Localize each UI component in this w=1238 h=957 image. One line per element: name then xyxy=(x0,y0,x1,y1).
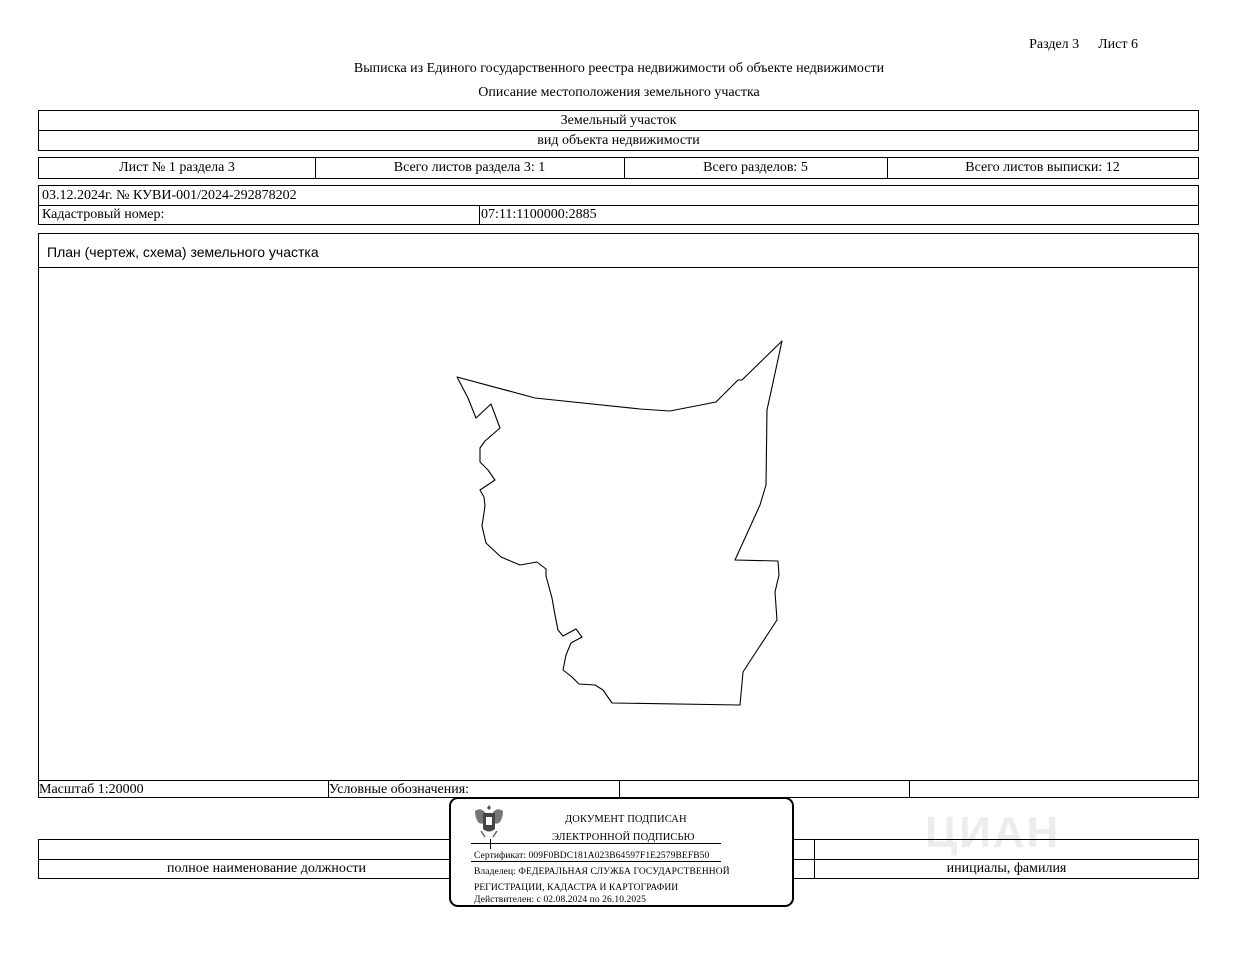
emblem-icon xyxy=(471,801,507,839)
document-subtitle: Описание местоположения земельного участка xyxy=(478,85,760,100)
scale-label: Масштаб 1:20000 xyxy=(39,782,144,797)
stamp-line1: ДОКУМЕНТ ПОДПИСАН xyxy=(565,814,687,825)
plan-title: План (чертеж, схема) земельного участка xyxy=(47,244,319,260)
stamp-line2: ЭЛЕКТРОННОЙ ПОДПИСЬЮ xyxy=(552,832,695,843)
cadastral-number: 07:11:1100000:2885 xyxy=(481,207,597,222)
legend-label: Условные обозначения: xyxy=(329,782,470,797)
land-plot-outline xyxy=(457,341,782,705)
name-caption: инициалы, фамилия xyxy=(946,861,1067,876)
document-title: Выписка из Единого государственного реестра недвижимости об объекте недвижимости xyxy=(353,61,885,76)
electronic-signature-stamp xyxy=(449,797,794,907)
stamp-owner-2: РЕГИСТРАЦИИ, КАДАСТРА И КАРТОГРАФИИ xyxy=(474,883,679,893)
stamp-rule xyxy=(471,861,721,862)
stamp-rule xyxy=(471,843,721,844)
total-extract-sheets: Всего листов выписки: 12 xyxy=(965,160,1120,175)
object-type: Земельный участок xyxy=(560,113,677,128)
position-caption: полное наименование должности xyxy=(166,861,367,876)
sheet-label: Лист 6 xyxy=(1098,37,1138,52)
sheet-number: Лист № 1 раздела 3 xyxy=(119,160,235,175)
stamp-valid: Действителен: с 02.08.2024 по 26.10.2025 xyxy=(474,895,646,905)
watermark: ЦИАН xyxy=(925,808,1061,857)
stamp-certificate: Сертификат: 009F0BDC181A023B64597F1E2579BEFB50 xyxy=(474,851,710,861)
stamp-rule xyxy=(490,839,491,849)
date-number: 03.12.2024г. № КУВИ-001/2024-292878202 xyxy=(42,188,297,203)
total-sections: Всего разделов: 5 xyxy=(703,160,808,175)
section-label: Раздел 3 xyxy=(1029,37,1080,52)
object-type-caption: вид объекта недвижимости xyxy=(537,133,700,148)
cadastral-label: Кадастровый номер: xyxy=(42,207,165,222)
total-section-sheets: Всего листов раздела 3: 1 xyxy=(393,160,546,175)
stamp-owner-1: Владелец: ФЕДЕРАЛЬНАЯ СЛУЖБА ГОСУДАРСТВЕННОЙ xyxy=(474,867,730,877)
